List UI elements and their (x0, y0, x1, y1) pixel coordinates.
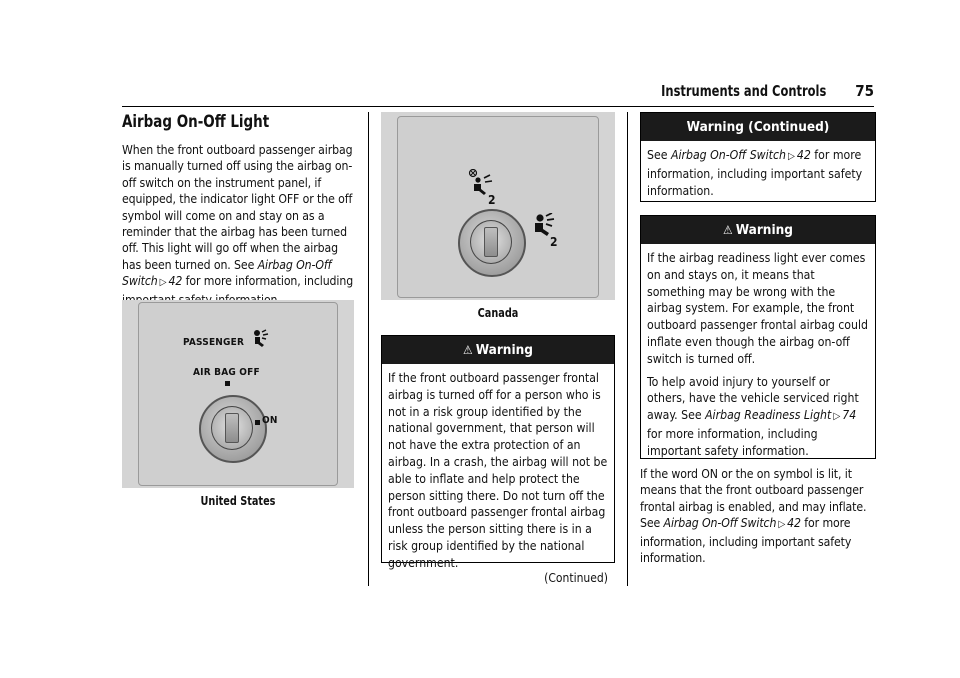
column-divider-2 (627, 112, 628, 586)
indicator-panel-us (138, 302, 338, 486)
warning-continued-title: Warning (Continued) (686, 119, 830, 135)
section-title: Instruments and Controls (660, 82, 826, 100)
passenger-airbag-icon (251, 329, 269, 349)
warning-box-continued (640, 112, 876, 202)
page-number: 75 (855, 82, 874, 100)
xref-page[interactable]: 42 (796, 148, 811, 162)
key-slot (225, 413, 239, 443)
header-rule (122, 106, 874, 107)
warning-title-bar (382, 336, 614, 364)
on-label: ON (262, 415, 278, 426)
knob-inner-canada (470, 220, 512, 264)
reference-arrow-icon: ▷ (787, 151, 795, 162)
knob-inner (211, 406, 253, 450)
warning-triangle-icon: ⚠ (723, 223, 733, 237)
warning-box-2 (640, 215, 876, 459)
warning2-title-bar (641, 216, 875, 244)
xref-link[interactable]: Airbag On-Off Switch (663, 516, 777, 531)
seat-number-right: 2 (550, 235, 558, 249)
continued-label: (Continued) (544, 570, 608, 585)
warning-triangle-icon: ⚠ (463, 343, 473, 357)
reference-arrow-icon: ▷ (833, 411, 841, 423)
page-header (114, 82, 874, 108)
column-divider-1 (368, 112, 369, 586)
xref-link[interactable]: Airbag On-Off Switch (122, 257, 332, 289)
warning-continued-title-bar (641, 113, 875, 141)
xref-page[interactable]: 74 (842, 408, 857, 423)
passenger-label: PASSENGER (183, 337, 245, 348)
airbag-switch-knob-canada[interactable] (458, 209, 526, 277)
intro-paragraph: When the front outboard passenger airbag is manually turned off using the airbag on-off switch on the instrument panel, if equipped, the indicator light OFF or the off symbol will come on and stay on as a reminder that the airbag has been turned off. This light will go off when the airbag has been turned on. See Airbag On-Off Switch ▷ 42 for more information, including (122, 142, 354, 308)
warning-title: Warning (475, 342, 533, 358)
warning2-para2: To help avoid injury to yourself or others, have the vehicle serviced right away. See Airbag Readiness Light ▷ 74 for more information, including important safety information. (647, 374, 859, 458)
on-indicator-square (255, 420, 260, 425)
warning-box-1 (381, 335, 615, 585)
warning2-para1: If the airbag readiness light ever comes on and stays on, it means that something may be wrong with the airbag system. For example, the front outboard passenger frontal airbag could inflate even though the airbag on-off switch is turned off. (647, 251, 868, 366)
closing-block (640, 466, 874, 566)
seat-number-top: 2 (488, 193, 496, 207)
warning2-title: Warning (735, 222, 793, 238)
xref-page[interactable]: 42 (168, 274, 183, 289)
xref-link[interactable]: Airbag Readiness Light (705, 408, 832, 423)
section-heading: Airbag On-Off Light (122, 112, 270, 132)
figure-canada (381, 112, 615, 300)
key-slot-canada (484, 227, 498, 257)
warning-text: If the front outboard passenger frontal airbag is turned off for a person who is not in a risk group identified by the national government, that person will not have the extra protection of an airbag. In a crash, the airbag will not be able to inflate and help protect the person sitting there. Do not turn off the front outboard passenger frontal airbag unless the person sitting there is in a risk group identified by the national government. (388, 371, 608, 570)
caption-canada: Canada (477, 306, 519, 320)
indicator-panel-canada (397, 116, 599, 298)
airbag-switch-knob[interactable] (199, 395, 267, 463)
airbag-off-label: AIR BAG OFF (193, 367, 260, 378)
figure-united-states (122, 300, 354, 488)
off-indicator-square (225, 381, 230, 386)
reference-arrow-icon: ▷ (159, 277, 167, 289)
reference-arrow-icon: ▷ (778, 519, 786, 531)
caption-united-states: United States (200, 494, 276, 508)
warning-continued-text: See Airbag On-Off Switch ▷ 42 for more information, including important safety information. (647, 148, 863, 198)
closing-paragraph: If the word ON or the on symbol is lit, it means that the front outboard passenger frontal airbag is enabled, and may inflate. See Airbag On-Off Switch ▷ 42 for more information, including important safety information. (640, 467, 867, 566)
xref-link[interactable]: Airbag On-Off Switch (670, 148, 786, 162)
xref-page[interactable]: 42 (787, 516, 801, 531)
left-column (122, 112, 354, 308)
